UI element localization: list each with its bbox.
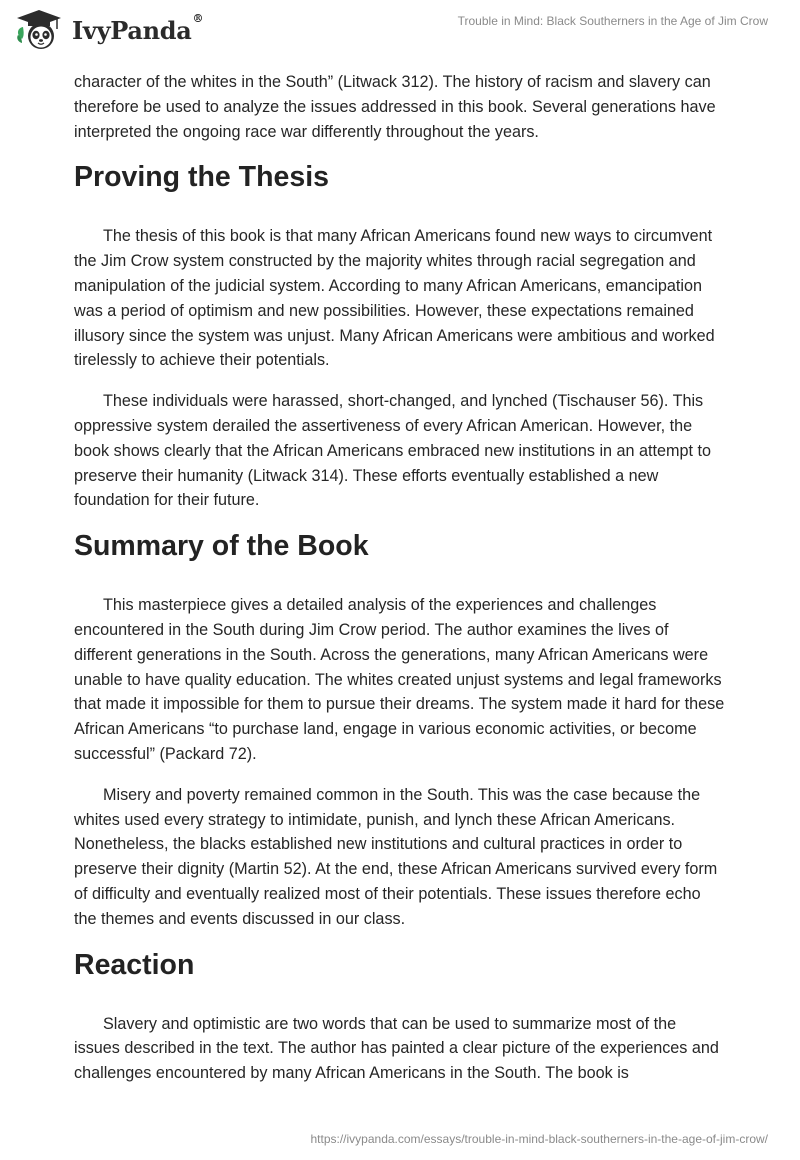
panda-logo-icon (14, 9, 64, 51)
paragraph: Misery and poverty remained common in the South. This was the case because the whites used every strategy to intimidate, punish, and lynch these African Americans. Nonetheless, the blacks established new institutions and cultural practices in order to preserve their dignity (Martin 52). At the end, these African Americans survived every form of difficulty and eventually realized most of their potentials. These issues therefore echo the themes and events discussed in our class. (74, 785, 718, 928)
ivypanda-logo[interactable] (14, 9, 203, 51)
paragraph: This masterpiece gives a detailed analysis of the experiences and challenges encountered in the South during Jim Crow period. The author examines the lives of different generations in the South. Across the generations, many African Americans were unable to have quality education. The whites created unjust systems and legal frameworks that made it impossible for them to pursue their dreams. The system made it hard for these African Americans “to purchase land, engage in various economic activities, or become successful” (Packard 72). (74, 596, 725, 763)
section-heading-reaction: Reaction (74, 948, 195, 981)
page-header (0, 0, 800, 62)
paragraph: Slavery and optimistic are two words that can be used to summarize most of the issues described in the text. The author has painted a clear picture of the experiences and challenges encountered by many African Americans in the South. The book is (74, 1014, 719, 1083)
intro-paragraph: character of the whites in the South” (Litwack 312). The history of racism and slavery can therefore be used to analyze the issues addressed in this book. Several generations have interpreted the ongoing race war differently throughout the years. (74, 73, 716, 141)
section-heading-thesis: Proving the Thesis (74, 161, 329, 194)
paragraph: These individuals were harassed, short-changed, and lynched (Tischauser 56). This oppressive system derailed the assertiveness of every African American. However, the book shows clearly that the African Americans embraced new institutions in an attempt to preserve their humanity (Litwack 314). These efforts eventually established a new foundation for their future. (74, 392, 712, 510)
paragraph: The thesis of this book is that many African Americans found new ways to circumvent the Jim Crow system constructed by the majority whites through racial segregation and manipulation of the judicial system. According to many African Americans, emancipation was a period of optimism and new possibilities. However, these expectations remained illusory since the system was unjust. Many African Americans were ambitious and worked tirelessly to achieve their potentials. (74, 227, 715, 370)
document-title: Trouble in Mind: Black Southerners in the Age of Jim Crow (457, 14, 768, 28)
brand-name: IvyPanda® (72, 11, 204, 45)
essay-body (74, 70, 726, 1102)
source-url-link[interactable]: https://ivypanda.com/essays/trouble-in-mind-black-southerners-in-the-age-of-jim-crow/ (310, 1132, 768, 1146)
section-heading-summary: Summary of the Book (74, 530, 369, 563)
